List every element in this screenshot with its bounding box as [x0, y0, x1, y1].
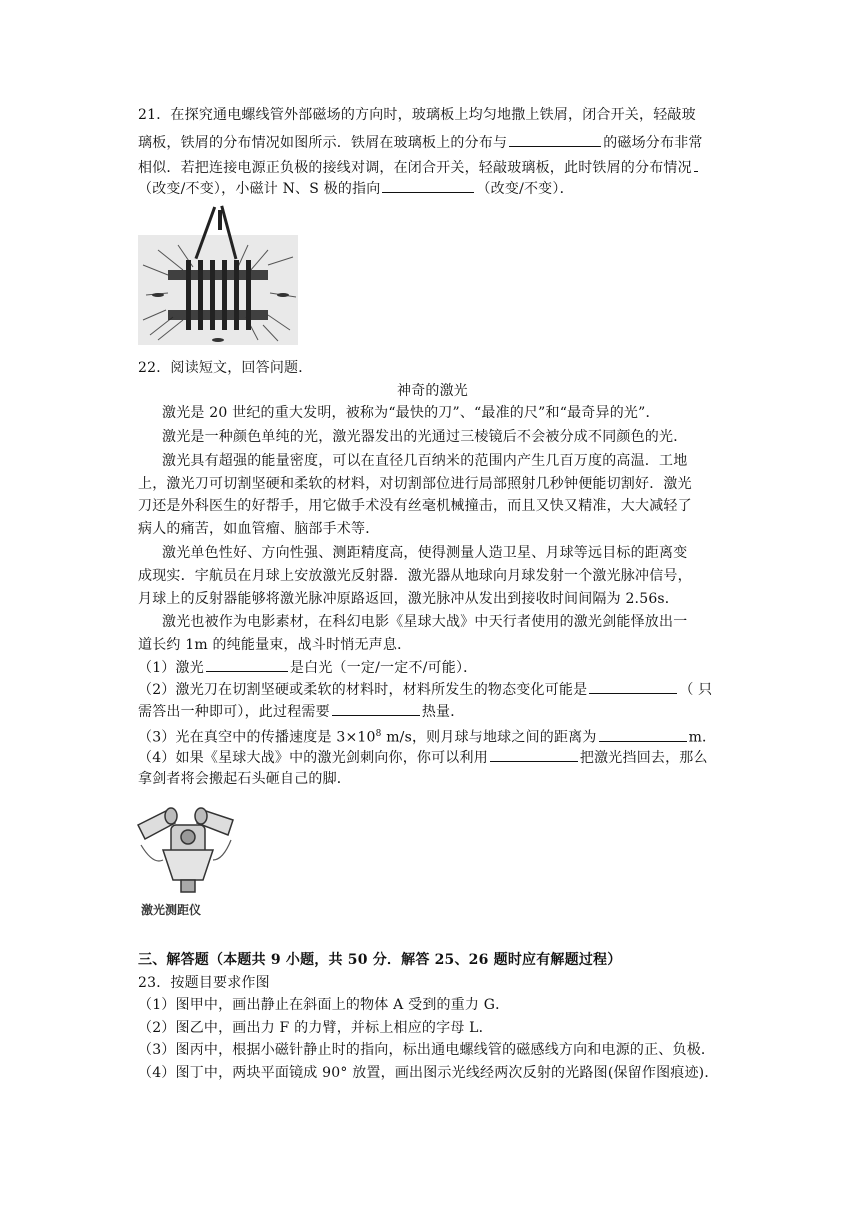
q21-text: （改变/不变）．	[476, 181, 574, 197]
answer-blank[interactable]	[599, 727, 687, 742]
q23-item-4: （4）图丁中，两块平面镜成 90° 放置，画出图示光线经两次反射的光路图(保留作图痕迹)．	[138, 1065, 719, 1081]
answer-blank[interactable]	[382, 178, 474, 193]
q22-paragraph: 激光是一种颜色单纯的光，激光器发出的光通过三棱镜后不会被分成不同颜色的光．	[162, 429, 688, 445]
q22-text: （3）光在真空中的传播速度是 3×10	[138, 729, 376, 746]
answer-blank[interactable]	[509, 132, 601, 147]
answer-blank[interactable]	[332, 701, 420, 716]
q22-paragraph: 激光是 20 世纪的重大发明，被称为“最快的刀”、“最准的尺”和“最奇异的光”．	[162, 405, 660, 421]
answer-blank[interactable]	[589, 679, 677, 694]
q22-subq-3	[138, 724, 716, 748]
answer-blank[interactable]	[694, 157, 698, 172]
q22-paragraph: 激光具有超强的能量密度，可以在直径几百纳米的范围内产生几百万度的高温．工地	[162, 453, 688, 469]
q22-text: （4）如果《星球大战》中的激光剑刺向你，你可以利用	[138, 750, 488, 766]
q22-paragraph: 病人的痛苦，如血管瘤、脑部手术等．	[138, 521, 380, 537]
q23-title: 23．按题目要求作图	[138, 975, 270, 991]
q22-text: m．	[688, 729, 717, 746]
q22-text: 是白光（一定/一定不/可能）．	[289, 660, 478, 676]
q22-paragraph: 激光单色性好、方向性强、测距精度高，使得测量人造卫星、月球等远目标的距离变	[162, 545, 688, 561]
q22-text: （ 只	[679, 682, 713, 698]
q22-paragraph: 道长约 1m 的纯能量束，战斗时悄无声息．	[138, 637, 412, 653]
laser-rangefinder-figure	[133, 805, 243, 920]
q22-text: （1）激光	[138, 660, 204, 676]
q22-text: 热量．	[421, 704, 465, 720]
q22-text: 需答出一种即可），此过程需要	[138, 704, 330, 720]
q22-subq-4	[138, 747, 708, 768]
q21-text: 璃板，铁屑的分布情况如图所示．铁屑在玻璃板上的分布与	[138, 135, 508, 151]
q21-text: （改变/不变），小磁计 N、S 极的指向	[138, 181, 381, 197]
q21-text: 的磁场分布非常	[603, 135, 703, 151]
q22-text: 把激光挡回去，那么	[579, 750, 708, 766]
figure-caption: 激光测距仪	[141, 903, 202, 917]
solenoid-iron-filings-figure	[138, 205, 298, 345]
q22-text: m/s，则月球与地球之间的距离为	[381, 729, 597, 746]
answer-blank[interactable]	[490, 747, 578, 762]
q22-paragraph: 上，激光刀可切割坚硬和柔软的材料，对切割部位进行局部照射几秒钟便能切割好．激光	[138, 476, 692, 492]
q22-subq-2-cont	[138, 701, 464, 722]
q21-line-4	[138, 178, 574, 199]
exponent: 8	[375, 729, 382, 739]
q23-item-3: （3）图丙中，根据小磁针静止时的指向，标出通电螺线管的磁感线方向和电源的正、负极．	[138, 1042, 716, 1058]
q22-subq-4-cont: 拿剑者将会搬起石头砸自己的脚．	[138, 771, 351, 787]
answer-blank[interactable]	[206, 657, 288, 672]
q21-line-2	[138, 132, 703, 153]
q22-subq-2	[138, 679, 712, 700]
q22-intro: 22．阅读短文，回答问题．	[138, 360, 313, 376]
q22-text: （2）激光刀在切割坚硬或柔软的材料时，材料所发生的物态变化可能是	[138, 682, 588, 698]
q22-paragraph: 激光也被作为电影素材，在科幻电影《星球大战》中天行者使用的激光剑能怿放出一	[162, 614, 688, 630]
q21-text: 相似．若把连接电源正负极的接线对调，在闭合开关，轻敲玻璃板，此时铁屑的分布情况	[138, 160, 692, 176]
q21-line-3	[138, 157, 700, 178]
q22-paragraph: 刀还是外科医生的好帮手，用它做手术没有丝毫机械撞击，而且又快又精准，大大减轻了	[138, 498, 692, 514]
q22-subq-1	[138, 657, 477, 678]
q22-paragraph: 月球上的反射器能够将激光脉冲原路返回，激光脉冲从发出到接收时间间隔为 2.56s．	[138, 591, 680, 607]
q21-line-1: 21．在探究通电螺线管外部磁场的方向时，玻璃板上均匀地撒上铁屑，闭合开关，轻敲玻	[138, 107, 696, 123]
q23-item-1: （1）图甲中，画出静止在斜面上的物体 A 受到的重力 G．	[138, 997, 510, 1013]
section-heading: 三、解答题（本题共 9 小题，共 50 分．解答 25、26 题时应有解题过程）	[138, 952, 622, 968]
laser-rangefinder-icon	[133, 805, 243, 895]
q22-paragraph: 成现实．宇航员在月球上安放激光反射器．激光器从地球向月球发射一个激光脉冲信号，	[138, 568, 692, 584]
q22-article-title: 神奇的激光	[397, 383, 468, 399]
q23-item-2: （2）图乙中，画出力 F 的力臂，并标上相应的字母 L．	[138, 1020, 493, 1036]
